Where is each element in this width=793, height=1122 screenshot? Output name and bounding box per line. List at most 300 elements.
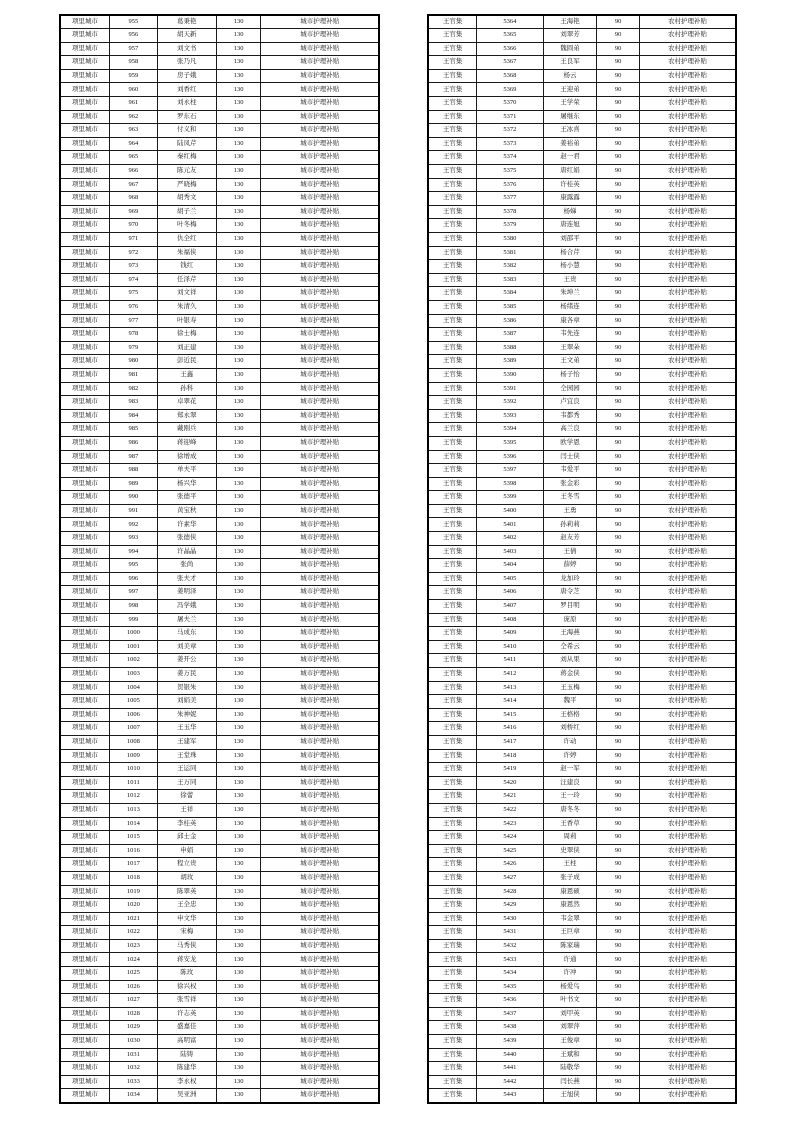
area-cell: 王官集 — [428, 613, 477, 627]
name-cell: 许志英 — [157, 1007, 216, 1021]
amount-cell: 130 — [216, 504, 261, 518]
name-cell: 许桂英 — [543, 178, 597, 192]
serial-cell: 972 — [109, 246, 157, 260]
serial-cell: 5432 — [477, 939, 544, 953]
area-cell: 项里城市 — [60, 545, 109, 559]
area-cell: 王官集 — [428, 871, 477, 885]
amount-cell: 130 — [216, 246, 261, 260]
subsidy-cell: 城市护理补贴 — [261, 69, 379, 83]
table-row — [60, 695, 379, 709]
table-row — [60, 314, 379, 328]
name-cell: 杨子怡 — [543, 368, 597, 382]
name-cell: 罗目明 — [543, 600, 597, 614]
name-cell: 王运同 — [157, 763, 216, 777]
amount-cell: 90 — [597, 178, 640, 192]
amount-cell: 130 — [216, 858, 261, 872]
table-row — [428, 994, 736, 1008]
serial-cell: 963 — [109, 124, 157, 138]
subsidy-cell: 农村护理补贴 — [640, 994, 736, 1008]
subsidy-cell: 农村护理补贴 — [640, 192, 736, 206]
area-cell: 项里城市 — [60, 328, 109, 342]
amount-cell: 90 — [597, 1007, 640, 1021]
area-cell: 王官集 — [428, 69, 477, 83]
subsidy-cell: 农村护理补贴 — [640, 899, 736, 913]
subsidy-cell: 城市护理补贴 — [261, 56, 379, 70]
name-cell: 周莉 — [543, 831, 597, 845]
name-cell: 许婷 — [543, 749, 597, 763]
amount-cell: 130 — [216, 436, 261, 450]
amount-cell: 90 — [597, 858, 640, 872]
area-cell: 项里城市 — [60, 423, 109, 437]
amount-cell: 90 — [597, 545, 640, 559]
serial-cell: 955 — [109, 15, 157, 29]
subsidy-cell: 城市护理补贴 — [261, 464, 379, 478]
amount-cell: 130 — [216, 69, 261, 83]
serial-cell: 999 — [109, 613, 157, 627]
name-cell: 陆铸 — [157, 1048, 216, 1062]
amount-cell: 130 — [216, 613, 261, 627]
serial-cell: 5419 — [477, 763, 544, 777]
name-cell: 盛嘉佳 — [157, 1021, 216, 1035]
area-cell: 王官集 — [428, 287, 477, 301]
table-row — [60, 355, 379, 369]
area-cell: 项里城市 — [60, 939, 109, 953]
name-cell: 蒋迎峰 — [157, 436, 216, 450]
area-cell: 王官集 — [428, 790, 477, 804]
subsidy-cell: 城市护理补贴 — [261, 735, 379, 749]
amount-cell: 90 — [597, 314, 640, 328]
table-row — [428, 192, 736, 206]
area-cell: 王官集 — [428, 205, 477, 219]
subsidy-cell: 农村护理补贴 — [640, 1089, 736, 1103]
subsidy-cell: 城市护理补贴 — [261, 477, 379, 491]
table-row — [60, 735, 379, 749]
serial-cell: 5388 — [477, 341, 544, 355]
name-cell: 闫士侠 — [543, 450, 597, 464]
table-row — [60, 654, 379, 668]
area-cell: 王官集 — [428, 899, 477, 913]
amount-cell: 90 — [597, 532, 640, 546]
subsidy-cell: 农村护理补贴 — [640, 260, 736, 274]
amount-cell: 90 — [597, 871, 640, 885]
amount-cell: 130 — [216, 151, 261, 165]
serial-cell: 1007 — [109, 722, 157, 736]
area-cell: 王官集 — [428, 246, 477, 260]
subsidy-cell: 农村护理补贴 — [640, 980, 736, 994]
area-cell: 项里城市 — [60, 151, 109, 165]
subsidy-cell: 农村护理补贴 — [640, 613, 736, 627]
table-row — [60, 165, 379, 179]
area-cell: 王官集 — [428, 763, 477, 777]
serial-cell: 5392 — [477, 396, 544, 410]
subsidy-cell: 城市护理补贴 — [261, 776, 379, 790]
serial-cell: 981 — [109, 368, 157, 382]
area-cell: 项里城市 — [60, 559, 109, 573]
subsidy-cell: 城市护理补贴 — [261, 450, 379, 464]
serial-cell: 5396 — [477, 450, 544, 464]
area-cell: 项里城市 — [60, 69, 109, 83]
area-cell: 王官集 — [428, 885, 477, 899]
amount-cell: 90 — [597, 926, 640, 940]
amount-cell: 90 — [597, 668, 640, 682]
serial-cell: 5405 — [477, 572, 544, 586]
serial-cell: 5379 — [477, 219, 544, 233]
serial-cell: 5380 — [477, 233, 544, 247]
table-row — [428, 29, 736, 43]
serial-cell: 5412 — [477, 668, 544, 682]
amount-cell: 90 — [597, 137, 640, 151]
serial-cell: 5389 — [477, 355, 544, 369]
subsidy-cell: 城市护理补贴 — [261, 110, 379, 124]
name-cell: 屠继东 — [543, 110, 597, 124]
amount-cell: 90 — [597, 817, 640, 831]
area-cell: 王官集 — [428, 124, 477, 138]
serial-cell: 1022 — [109, 926, 157, 940]
amount-cell: 130 — [216, 97, 261, 111]
subsidy-cell: 农村护理补贴 — [640, 559, 736, 573]
table-row — [60, 545, 379, 559]
amount-cell: 130 — [216, 273, 261, 287]
area-cell: 项里城市 — [60, 1075, 109, 1089]
subsidy-cell: 城市护理补贴 — [261, 749, 379, 763]
amount-cell: 130 — [216, 165, 261, 179]
area-cell: 王官集 — [428, 1075, 477, 1089]
table-row — [60, 668, 379, 682]
subsidy-cell: 城市护理补贴 — [261, 939, 379, 953]
serial-cell: 1013 — [109, 803, 157, 817]
serial-cell: 983 — [109, 396, 157, 410]
area-cell: 项里城市 — [60, 695, 109, 709]
area-cell: 项里城市 — [60, 871, 109, 885]
area-cell: 王官集 — [428, 722, 477, 736]
serial-cell: 5422 — [477, 803, 544, 817]
area-cell: 王官集 — [428, 980, 477, 994]
subsidy-cell: 城市护理补贴 — [261, 314, 379, 328]
subsidy-cell: 农村护理补贴 — [640, 912, 736, 926]
subsidy-cell: 城市护理补贴 — [261, 83, 379, 97]
table-row — [428, 124, 736, 138]
subsidy-cell: 城市护理补贴 — [261, 967, 379, 981]
serial-cell: 5384 — [477, 287, 544, 301]
subsidy-cell: 城市护理补贴 — [261, 368, 379, 382]
table-row — [428, 219, 736, 233]
serial-cell: 978 — [109, 328, 157, 342]
name-cell: 王翠朵 — [543, 341, 597, 355]
amount-cell: 130 — [216, 559, 261, 573]
area-cell: 王官集 — [428, 110, 477, 124]
serial-cell: 1028 — [109, 1007, 157, 1021]
area-cell: 项里城市 — [60, 396, 109, 410]
name-cell: 徐士梅 — [157, 328, 216, 342]
name-cell: 葛秉艳 — [157, 15, 216, 29]
table-row — [428, 695, 736, 709]
amount-cell: 130 — [216, 532, 261, 546]
subsidy-cell: 城市护理补贴 — [261, 627, 379, 641]
serial-cell: 5435 — [477, 980, 544, 994]
table-row — [428, 491, 736, 505]
subsidy-cell: 城市护理补贴 — [261, 15, 379, 29]
area-cell: 项里城市 — [60, 165, 109, 179]
table-row — [428, 708, 736, 722]
subsidy-cell: 农村护理补贴 — [640, 722, 736, 736]
amount-cell: 130 — [216, 491, 261, 505]
table-row — [60, 627, 379, 641]
serial-cell: 1002 — [109, 654, 157, 668]
serial-cell: 5409 — [477, 627, 544, 641]
name-cell: 刘甲英 — [543, 1007, 597, 1021]
name-cell: 杨小慧 — [543, 260, 597, 274]
name-cell: 王香草 — [543, 817, 597, 831]
serial-cell: 991 — [109, 504, 157, 518]
amount-cell: 90 — [597, 899, 640, 913]
name-cell: 王堂珠 — [157, 749, 216, 763]
name-cell: 叶冬梅 — [157, 219, 216, 233]
subsidy-cell: 城市护理补贴 — [261, 151, 379, 165]
serial-cell: 5369 — [477, 83, 544, 97]
table-row — [60, 871, 379, 885]
subsidy-cell: 城市护理补贴 — [261, 871, 379, 885]
serial-cell: 998 — [109, 600, 157, 614]
serial-cell: 1001 — [109, 640, 157, 654]
serial-cell: 5368 — [477, 69, 544, 83]
name-cell: 姜万民 — [157, 668, 216, 682]
table-row — [428, 654, 736, 668]
subsidy-cell: 城市护理补贴 — [261, 409, 379, 423]
serial-cell: 5403 — [477, 545, 544, 559]
table-row — [428, 912, 736, 926]
area-cell: 项里城市 — [60, 831, 109, 845]
name-cell: 陈家瑞 — [543, 939, 597, 953]
name-cell: 许晶晶 — [157, 545, 216, 559]
name-cell: 李永权 — [157, 1075, 216, 1089]
amount-cell: 130 — [216, 233, 261, 247]
name-cell: 刘美章 — [157, 640, 216, 654]
area-cell: 项里城市 — [60, 42, 109, 56]
name-cell: 杨合芹 — [543, 246, 597, 260]
serial-cell: 1027 — [109, 994, 157, 1008]
amount-cell: 90 — [597, 953, 640, 967]
subsidy-cell: 农村护理补贴 — [640, 871, 736, 885]
table-row — [60, 423, 379, 437]
amount-cell: 90 — [597, 912, 640, 926]
area-cell: 王官集 — [428, 776, 477, 790]
serial-cell: 1016 — [109, 844, 157, 858]
name-cell: 王一玲 — [543, 790, 597, 804]
serial-cell: 5374 — [477, 151, 544, 165]
subsidy-cell: 农村护理补贴 — [640, 518, 736, 532]
amount-cell: 130 — [216, 654, 261, 668]
amount-cell: 90 — [597, 980, 640, 994]
table-row — [60, 246, 379, 260]
area-cell: 项里城市 — [60, 967, 109, 981]
amount-cell: 130 — [216, 1048, 261, 1062]
table-row — [60, 831, 379, 845]
serial-cell: 1018 — [109, 871, 157, 885]
table-row — [428, 15, 736, 29]
amount-cell: 130 — [216, 83, 261, 97]
area-cell: 项里城市 — [60, 273, 109, 287]
area-cell: 王官集 — [428, 56, 477, 70]
area-cell: 王官集 — [428, 436, 477, 450]
name-cell: 姜明泽 — [157, 586, 216, 600]
subsidy-cell: 城市护理补贴 — [261, 545, 379, 559]
area-cell: 项里城市 — [60, 97, 109, 111]
table-row — [60, 994, 379, 1008]
area-cell: 项里城市 — [60, 776, 109, 790]
amount-cell: 90 — [597, 640, 640, 654]
amount-cell: 130 — [216, 56, 261, 70]
subsidy-cell: 农村护理补贴 — [640, 749, 736, 763]
amount-cell: 90 — [597, 491, 640, 505]
area-cell: 王官集 — [428, 803, 477, 817]
subsidy-cell: 农村护理补贴 — [640, 600, 736, 614]
serial-cell: 973 — [109, 260, 157, 274]
serial-cell: 5402 — [477, 532, 544, 546]
name-cell: 张夫才 — [157, 572, 216, 586]
name-cell: 刘桥红 — [543, 722, 597, 736]
name-cell: 朱神妮 — [157, 708, 216, 722]
amount-cell: 90 — [597, 518, 640, 532]
area-cell: 王官集 — [428, 409, 477, 423]
name-cell: 王文弟 — [543, 355, 597, 369]
table-row — [60, 1075, 379, 1089]
table-row — [428, 640, 736, 654]
subsidy-cell: 城市护理补贴 — [261, 722, 379, 736]
serial-cell: 5366 — [477, 42, 544, 56]
amount-cell: 90 — [597, 165, 640, 179]
name-cell: 刘娟美 — [157, 695, 216, 709]
serial-cell: 5376 — [477, 178, 544, 192]
serial-cell: 986 — [109, 436, 157, 450]
subsidy-cell: 农村护理补贴 — [640, 69, 736, 83]
table-row — [428, 314, 736, 328]
area-cell: 项里城市 — [60, 1021, 109, 1035]
table-row — [60, 260, 379, 274]
table-row — [428, 355, 736, 369]
area-cell: 项里城市 — [60, 844, 109, 858]
area-cell: 项里城市 — [60, 15, 109, 29]
area-cell: 项里城市 — [60, 926, 109, 940]
table-row — [428, 532, 736, 546]
table-row — [60, 776, 379, 790]
serial-cell: 1024 — [109, 953, 157, 967]
name-cell: 庞原 — [543, 613, 597, 627]
table-row — [428, 559, 736, 573]
amount-cell: 90 — [597, 994, 640, 1008]
name-cell: 戴刚兵 — [157, 423, 216, 437]
name-cell: 孙科 — [157, 382, 216, 396]
amount-cell: 90 — [597, 192, 640, 206]
amount-cell: 130 — [216, 572, 261, 586]
subsidy-cell: 农村护理补贴 — [640, 287, 736, 301]
serial-cell: 5394 — [477, 423, 544, 437]
table-row — [60, 1021, 379, 1035]
area-cell: 项里城市 — [60, 668, 109, 682]
subsidy-cell: 农村护理补贴 — [640, 668, 736, 682]
table-row — [60, 15, 379, 29]
subsidy-cell: 城市护理补贴 — [261, 790, 379, 804]
amount-cell: 90 — [597, 967, 640, 981]
serial-cell: 987 — [109, 450, 157, 464]
subsidy-cell: 农村护理补贴 — [640, 151, 736, 165]
subsidy-cell: 城市护理补贴 — [261, 600, 379, 614]
serial-cell: 5390 — [477, 368, 544, 382]
amount-cell: 90 — [597, 1062, 640, 1076]
area-cell: 王官集 — [428, 491, 477, 505]
table-row — [428, 409, 736, 423]
subsidy-cell: 城市护理补贴 — [261, 1062, 379, 1076]
subsidy-cell: 城市护理补贴 — [261, 1075, 379, 1089]
area-cell: 项里城市 — [60, 314, 109, 328]
amount-cell: 90 — [597, 464, 640, 478]
subsidy-cell: 农村护理补贴 — [640, 56, 736, 70]
area-cell: 项里城市 — [60, 899, 109, 913]
name-cell: 康各章 — [543, 314, 597, 328]
subsidy-cell: 城市护理补贴 — [261, 586, 379, 600]
subsidy-cell: 农村护理补贴 — [640, 328, 736, 342]
serial-cell: 1006 — [109, 708, 157, 722]
table-row — [428, 899, 736, 913]
amount-cell: 130 — [216, 776, 261, 790]
area-cell: 项里城市 — [60, 980, 109, 994]
table-row — [60, 1048, 379, 1062]
amount-cell: 130 — [216, 627, 261, 641]
serial-cell: 1020 — [109, 899, 157, 913]
subsidy-cell: 城市护理补贴 — [261, 640, 379, 654]
amount-cell: 130 — [216, 681, 261, 695]
name-cell: 马成东 — [157, 627, 216, 641]
name-cell: 张金彩 — [543, 477, 597, 491]
table-row — [60, 504, 379, 518]
table-row — [60, 368, 379, 382]
area-cell: 王官集 — [428, 83, 477, 97]
subsidy-cell: 农村护理补贴 — [640, 124, 736, 138]
amount-cell: 90 — [597, 15, 640, 29]
subsidy-cell: 农村护理补贴 — [640, 586, 736, 600]
serial-cell: 5391 — [477, 382, 544, 396]
subsidy-cell: 农村护理补贴 — [640, 409, 736, 423]
name-cell: 刘从果 — [543, 654, 597, 668]
subsidy-cell: 城市护理补贴 — [261, 29, 379, 43]
subsidy-cell: 城市护理补贴 — [261, 980, 379, 994]
area-cell: 王官集 — [428, 178, 477, 192]
subsidy-cell: 城市护理补贴 — [261, 844, 379, 858]
table-row — [428, 980, 736, 994]
area-cell: 项里城市 — [60, 83, 109, 97]
table-row — [60, 722, 379, 736]
serial-cell: 5429 — [477, 899, 544, 913]
subsidy-cell: 农村护理补贴 — [640, 532, 736, 546]
subsidy-cell: 农村护理补贴 — [640, 300, 736, 314]
serial-cell: 988 — [109, 464, 157, 478]
table-row — [60, 124, 379, 138]
table-row — [428, 668, 736, 682]
amount-cell: 90 — [597, 586, 640, 600]
area-cell: 王官集 — [428, 423, 477, 437]
amount-cell: 130 — [216, 260, 261, 274]
amount-cell: 130 — [216, 967, 261, 981]
amount-cell: 90 — [597, 627, 640, 641]
name-cell: 胡子兰 — [157, 205, 216, 219]
subsidy-cell: 城市护理补贴 — [261, 994, 379, 1008]
urban-care-subsidy-table-body — [60, 15, 379, 1103]
amount-cell: 130 — [216, 899, 261, 913]
subsidy-cell: 农村护理补贴 — [640, 654, 736, 668]
table-row — [428, 464, 736, 478]
table-row — [428, 368, 736, 382]
subsidy-cell: 城市护理补贴 — [261, 899, 379, 913]
name-cell: 仇全红 — [157, 233, 216, 247]
